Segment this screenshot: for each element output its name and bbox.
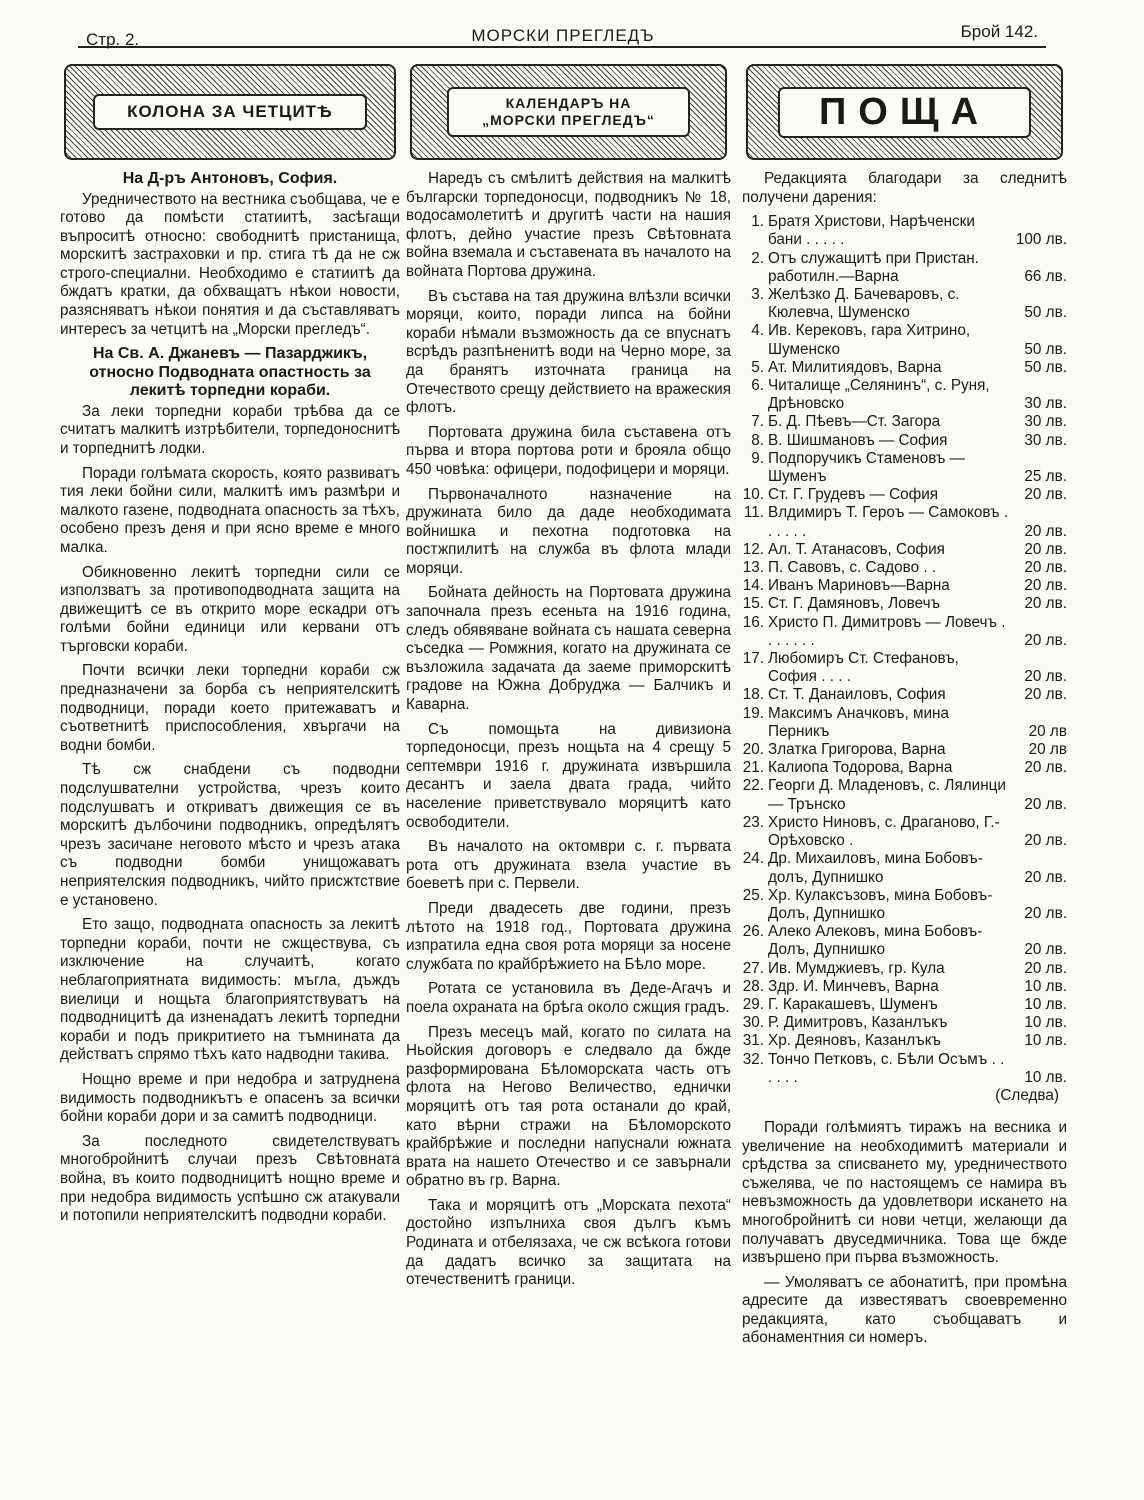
donation-donor: Братя Христови, Нарѣченски бани . . . . . <box>768 213 975 249</box>
donation-number: 4. <box>751 322 764 340</box>
donation-item <box>742 777 1067 813</box>
readers-banner-title: КОЛОНА ЗА ЧЕТЦИТѢ <box>93 94 366 130</box>
paragraph: Поради голѣмиятъ тиражъ на весника и увеличение на необходимитѣ материали и срѣдства за списването му, уредничеството съжелява, че по настоящемъ се намира въ невъзможность да удовлетвори искането на многобройнитѣ си нови четци, желающи да получаватъ двуседмичника. Това ще бжде извършено при първа възможность. <box>742 1118 1067 1267</box>
column-mail <box>742 64 1067 1354</box>
donation-number: 20. <box>742 741 764 759</box>
donation-item <box>742 1014 1067 1032</box>
donation-item <box>742 595 1067 613</box>
donation-number: 29. <box>742 995 764 1013</box>
donation-number: 2. <box>751 249 764 267</box>
donation-number: 19. <box>742 704 764 722</box>
donation-item <box>742 759 1067 777</box>
donation-number: 21. <box>742 759 764 777</box>
donation-donor: Тончо Петковъ, с. Бѣли Осъмъ . . . . . . <box>768 1050 1005 1086</box>
donation-donor: Читалище „Селянинъ“, с. Руня, Дрѣновско <box>768 377 990 413</box>
donation-amount: 50 лв. <box>1024 304 1067 322</box>
donation-amount: 20 лв. <box>1024 559 1067 577</box>
column-readers <box>60 64 400 1232</box>
donation-donor: Ив. Керековъ, гара Хитрино, Шуменско <box>768 322 971 358</box>
donation-number: 8. <box>751 431 764 449</box>
donation-amount: 20 лв. <box>1024 631 1067 649</box>
page-number: Стр. 2. <box>86 30 140 49</box>
paragraph: Въ състава на тая дружина влѣзли всички моряци, които, поради липса на бойни кораби нѣмали възможность да се впуснатъ всрѣдъ разпѣненитѣ води на Черно море, за да бранятъ източната граница на Отечеството срещу действието на вражеския флотъ. <box>406 287 731 417</box>
donation-item <box>742 887 1067 923</box>
donation-item <box>742 996 1067 1014</box>
donation-amount: 20 лв <box>1028 722 1067 740</box>
donation-number: 12. <box>742 540 764 558</box>
donation-amount: 20 лв. <box>1024 904 1067 922</box>
paragraph: Ротата се установила въ Деде-Агачъ и поела охраната на брѣга около сжщия градъ. <box>406 980 731 1016</box>
donation-number: 17. <box>742 650 764 668</box>
paragraph: Портовата дружина била съставена отъ първа и втора портова роти и брояла общо 450 човѣка: офицери, подофицери и моряци. <box>406 423 731 478</box>
donation-donor: Подпоручикъ Стаменовъ —Шуменъ <box>768 449 965 486</box>
paragraph: Наредъ съ смѣлитѣ действия на малкитѣ български торпедоносци, подводникъ № 18, водосамолетитѣ и другитѣ части на нашия флотъ, дейно участие презъ Свѣтовната война вземала и съставената въ началото на войната Портова дружина. <box>406 170 731 280</box>
donation-item <box>742 614 1067 650</box>
donation-number: 30. <box>742 1014 764 1032</box>
donation-number: 3. <box>751 286 764 303</box>
donation-donor: Любомиръ Ст. Стефановъ, София . . . . <box>768 650 959 686</box>
donation-amount: 20 лв. <box>1024 486 1067 504</box>
donation-number: 10. <box>742 486 764 504</box>
donation-amount: 50 лв. <box>1024 358 1067 376</box>
donation-number: 13. <box>742 559 764 577</box>
donation-number: 32. <box>742 1050 764 1068</box>
donation-amount: 10 лв. <box>1024 1032 1067 1050</box>
donation-number: 22. <box>742 777 764 795</box>
column-calendar <box>406 64 731 1296</box>
donation-donor: Б. Д. Пѣевъ—Ст. Загора <box>768 413 941 431</box>
donation-item <box>742 1032 1067 1050</box>
donation-amount: 10 лв. <box>1024 995 1067 1013</box>
donation-item <box>742 686 1067 704</box>
donation-number: 23. <box>742 813 764 831</box>
readers-banner <box>64 64 396 160</box>
header-rule <box>78 46 1046 48</box>
donations-intro: Редакцията благодари за следнитѣ получени дарения: <box>742 170 1067 206</box>
donation-donor: Желѣзко Д. Бачеваровъ, с. Кюлевча, Шуменско <box>768 286 960 322</box>
paragraph: За леки торпедни кораби трѣбва да се считатъ малкитѣ изтрѣбители, торпедоноснитѣ и торпеднитѣ лодки. <box>60 402 400 457</box>
donation-amount: 20 лв. <box>1024 795 1067 813</box>
paragraph: Въ началото на октомври с. г. първата рота отъ дружината взела участие въ боеветѣ при с. Первели. <box>406 838 731 893</box>
donation-item <box>742 450 1067 486</box>
donation-amount: 30 лв. <box>1024 413 1067 431</box>
paragraph: Нощно време и при недобра и затруднена видимость подводникътъ е опасенъ за всички бойни кораби дори и за самитѣ подводници. <box>60 1070 400 1126</box>
donation-donor: Алеко Алековъ, мина Бобовъ-Долъ, Дупнишко <box>768 923 983 959</box>
donation-amount: 20 лв. <box>1024 522 1067 540</box>
masthead-title: МОРСКИ ПРЕГЛЕДЪ <box>471 26 655 45</box>
page-header <box>78 22 1048 49</box>
donation-donor: В. Шишмановъ — София <box>768 431 948 449</box>
donation-donor: Хр. Кулаксъзовъ, мина Бобовъ-Долъ, Дупнишко <box>768 886 993 922</box>
donation-donor: Влдимиръ Т. Героъ — Самоковъ . . . . . . <box>768 504 1009 540</box>
donation-donor: Калиопа Тодорова, Варна <box>768 759 953 777</box>
reply-heading-antonov: На Д-ръ Антоновъ, София. <box>122 170 338 187</box>
donation-donor: Хр. Деяновъ, Казанлъкъ <box>768 1032 941 1050</box>
paragraph: Съ помощьта на дивизиона торпедоносци, презъ нощьта на 4 срещу 5 септември 1916 г. дружината извършила десантъ и заела двата града, чийто население приветствувало моряцитѣ като освободители. <box>406 720 731 831</box>
paragraph: Обикновенно лекитѣ торпедни сили се използватъ за противоподводната защита на движещитѣ се въ открито море ескадри отъ голѣми бойни единици или кервани отъ търговски кораби. <box>60 563 400 655</box>
donation-donor: Ив. Мумджиевъ, гр. Кула <box>768 959 945 977</box>
donation-number: 6. <box>751 377 764 395</box>
donation-number: 18. <box>742 686 764 704</box>
donation-item <box>742 377 1067 413</box>
donation-amount: 10 лв. <box>1024 1068 1067 1086</box>
donation-amount: 20 лв. <box>1024 686 1067 704</box>
donation-donor: Ал. Т. Атанасовъ, София <box>768 540 945 558</box>
donation-number: 25. <box>742 886 764 904</box>
donation-amount: 20 лв <box>1028 741 1067 759</box>
donation-item <box>742 213 1067 249</box>
donation-item <box>742 322 1067 358</box>
donation-amount: 20 лв. <box>1024 868 1067 886</box>
donation-donor: Георги Д. Младеновъ, с. Лялинци — Трънско <box>768 777 1006 813</box>
donation-donor: Р. Димитровъ, Казанлъкъ <box>768 1014 948 1032</box>
donation-item <box>742 923 1067 959</box>
calendar-banner-line2: „МОРСКИ ПРЕГЛЕДЪ“ <box>482 112 655 128</box>
donation-amount: 20 лв. <box>1024 832 1067 850</box>
donation-number: 31. <box>742 1032 764 1050</box>
donation-amount: 100 лв. <box>1015 231 1067 249</box>
donation-item <box>742 705 1067 741</box>
paragraph: Презъ месецъ май, когато по силата на Ньойския договоръ е следвало да бжде разформирована Бѣломорската часть отъ флота на Негово Величество, еднички моряцитѣ отъ тая рота останали до край, като вѣрни стражи на Бѣломорското крайбрѣжие и последни напуснали южната врата на нашето Отечество и се завърнали обратно въ гр. Варна. <box>406 1023 731 1190</box>
donation-donor: Златка Григорова, Варна <box>768 741 946 759</box>
donation-number: 15. <box>742 595 764 613</box>
donation-amount: 20 лв. <box>1024 941 1067 959</box>
donation-donor: Г. Каракашевъ, Шуменъ <box>768 995 938 1013</box>
donation-number: 5. <box>751 358 764 376</box>
mail-banner-title: ПОЩА <box>778 87 1032 138</box>
donation-item <box>742 741 1067 759</box>
donation-number: 14. <box>742 577 764 595</box>
donation-donor: Здр. И. Минчевъ, Варна <box>768 977 939 995</box>
calendar-banner-title <box>447 87 690 137</box>
paragraph: За последното свидетелствуватъ многобройнитѣ случаи презъ Свѣтовната война, въ които подводницитѣ нощно време и при недобра видимость успѣшно сж атакували и потопили неприятелскитѣ подводни кораби. <box>60 1132 400 1225</box>
paragraph: Първоначалното назначение на дружината било да даде необходимата войнишка и пехотна подготовка на постжпилитѣ на служба въ флота млади моряци. <box>406 485 731 577</box>
donation-number: 16. <box>742 613 764 631</box>
paragraph: — Умоляватъ се абонатитѣ, при промѣна адресите да известяватъ своевременно редакцията, като съобщаватъ и абонаментния си номеръ. <box>742 1273 1067 1347</box>
paragraph: Поради голѣмата скорость, която развиватъ тия леки бойни сили, малкитѣ имъ размѣри и малкото газене, подводната опасность за тѣхъ, особено презъ деня и при ясно време е много малка. <box>60 464 400 556</box>
donation-item <box>742 286 1067 322</box>
calendar-banner <box>410 64 727 160</box>
donation-amount: 20 лв. <box>1024 595 1067 613</box>
donation-amount: 66 лв. <box>1024 267 1067 285</box>
donation-amount: 20 лв. <box>1024 759 1067 777</box>
donation-item <box>742 359 1067 377</box>
donation-number: 1. <box>751 213 764 231</box>
donation-amount: 10 лв. <box>1024 1014 1067 1032</box>
donation-item <box>742 814 1067 850</box>
donation-number: 24. <box>742 850 764 868</box>
reply-heading-dzhanev: На Св. А. Джаневъ — Пазарджикъ, относно Подводната опастность за лекитѣ торпедни кораби. <box>89 345 371 400</box>
donation-donor: Ст. Г. Дамяновъ, Ловечъ <box>768 595 941 613</box>
paragraph: Така и моряцитѣ отъ „Морската пехота“ достойно изпълниха своя дългъ къмъ Родината и отбелязаха, че сж всѣкога готови да дадатъ всичко за защитата на отечественитѣ граници. <box>406 1196 731 1289</box>
donation-donor: Иванъ Мариновъ—Варна <box>768 577 950 595</box>
donation-number: 7. <box>751 413 764 431</box>
donation-item <box>742 432 1067 450</box>
donation-donor: Ст. Т. Данаиловъ, София <box>768 686 946 704</box>
donation-item <box>742 1051 1067 1087</box>
donation-item <box>742 486 1067 504</box>
donation-number: 28. <box>742 977 764 995</box>
donation-amount: 10 лв. <box>1024 977 1067 995</box>
donation-item <box>742 413 1067 431</box>
donation-item <box>742 250 1067 286</box>
donation-item <box>742 850 1067 886</box>
donation-item <box>742 541 1067 559</box>
to-be-continued: (Следва) <box>995 1086 1059 1104</box>
donation-item <box>742 650 1067 686</box>
donation-amount: 20 лв. <box>1024 540 1067 558</box>
paragraph: Уредничеството на вестника съобщава, че е готово да помѣсти статиитѣ, засѣгащи въпроситѣ относно: свободнитѣ пристанища, морскитѣ застраховки и пр. стига тѣ да не сж строго-специални. Необходимо е статиитѣ да бждатъ кратки, да обхващатъ нѣкои новости, разясняватъ нѣкои понятия и да съставляватъ интересъ за четцитѣ на „Морски прегледъ“. <box>60 190 400 338</box>
donation-item <box>742 978 1067 996</box>
donation-item <box>742 960 1067 978</box>
donation-donor: Ст. Г. Грудевъ — София <box>768 486 939 504</box>
donation-donor: Христо П. Димитровъ — Ловечъ . . . . . . . <box>768 613 1006 649</box>
donation-amount: 30 лв. <box>1024 431 1067 449</box>
paragraph: Преди двадесеть две години, презъ лѣтото на 1918 год., Портовата дружина изпратила една своя рота моряци за носене службата по крайбрѣжието на Бѣло море. <box>406 899 731 973</box>
donation-item <box>742 559 1067 577</box>
donation-amount: 20 лв. <box>1024 577 1067 595</box>
donation-number: 26. <box>742 923 764 941</box>
paragraph: Бойната дейность на Портовата дружина започнала презъ есеньта на 1916 година, следъ обявяване войната съ нашата северна съседка — Ромжния, когато на дружината се възложила задачата да заеме приморскитѣ градове на Южна Добруджа — Балчикъ и Каварна. <box>406 584 731 714</box>
donation-donor: Ат. Милитиядовъ, Варна <box>768 358 942 376</box>
donation-amount: 50 лв. <box>1024 340 1067 358</box>
donation-item <box>742 504 1067 540</box>
mail-banner <box>746 64 1063 160</box>
paragraph: Тѣ сж снабдени съ подводни подслушвателни устройства, чрезъ които подслушватъ и откриватъ движещия се въ морскитѣ дълбочини подводникъ, опредѣлятъ чрезъ засичане неговото мѣсто и чрезъ атака съ подводни бомби унищожаватъ неприятелския подводникъ, чийто присжтствие е установено. <box>60 761 400 909</box>
donation-item <box>742 577 1067 595</box>
donation-number: 11. <box>743 504 764 522</box>
calendar-banner-line1: КАЛЕНДАРЪ НА <box>505 95 632 111</box>
paragraph: Почти всички леки торпедни кораби сж предназначени за борба съ неприятелскитѣ подводници, поради което притежаватъ и съответнитѣ приспособления, хвъргачи на водни бомби. <box>60 662 400 754</box>
donation-amount: 20 лв. <box>1024 959 1067 977</box>
donation-donor: П. Савовъ, с. Садово . . <box>768 559 937 577</box>
donation-donor: Христо Ниновъ, с. Драганово, Г.-Орѣховско . <box>768 813 1000 850</box>
issue-number: Брой 142. <box>960 22 1038 41</box>
donation-amount: 30 лв. <box>1024 395 1067 413</box>
donation-donor: Максимъ Анaчковъ, мина Перникъ <box>768 704 950 740</box>
donation-number: 27. <box>742 959 764 977</box>
donation-number: 9. <box>751 449 764 467</box>
donation-donor: Отъ служащитѣ при Пристан. работилн.—Варна <box>768 249 979 285</box>
paragraph: Ето защо, подводната опасность за лекитѣ торпедни кораби, почти не сжществува, съ изключение на случаитѣ, когато неблагоприятната видимость: мъгла, дъждъ виелици и нощьта благоприятствуватъ на подводницитѣ да изненадатъ лекитѣ торпедни кораби и подъ прикритието на тъмнината да действатъ спрямо тѣхъ като надводни такива. <box>60 916 400 1064</box>
donation-donor: Др. Михаиловъ, мина Бобовъ-долъ, Дупнишко <box>768 850 983 886</box>
donation-amount: 20 лв. <box>1024 668 1067 686</box>
donation-amount: 25 лв. <box>1024 468 1067 486</box>
donations-list <box>742 213 1067 1087</box>
